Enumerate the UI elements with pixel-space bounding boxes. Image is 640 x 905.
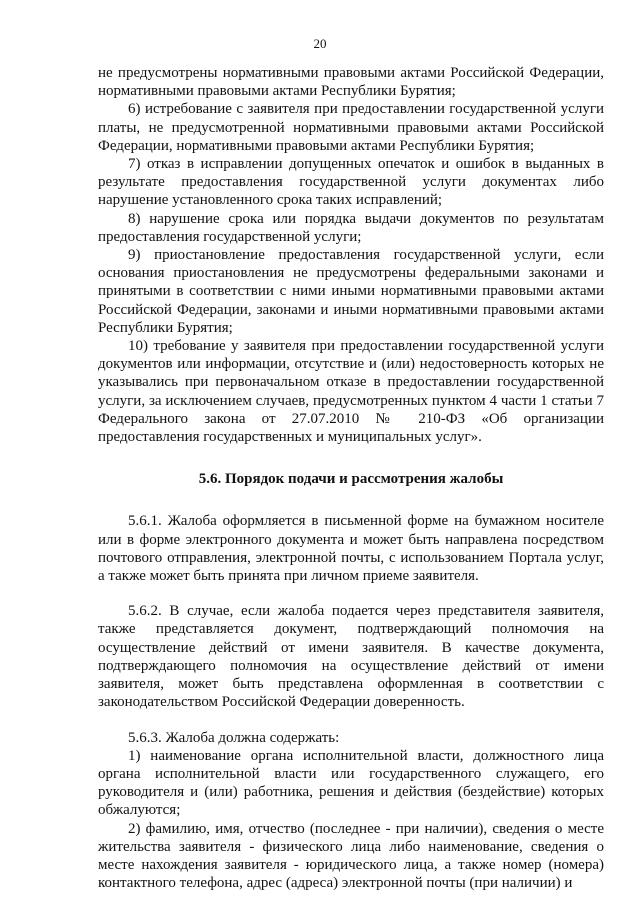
list-item-6: 6) истребование с заявителя при предоставлении государственной услуги платы, не предусмотренной нормативными правовыми актами Российской Федерации, нормативными правовыми актами Республики Бурятия; bbox=[98, 101, 604, 154]
paragraph-5-6-3-item-1: 1) наименование органа исполнительной власти, должностного лица органа исполнительной власти или государственного служащего, его руководителя и (или) работника, решения и действия (бездействие) которых обжалуются; bbox=[98, 747, 604, 819]
document-body bbox=[98, 64, 604, 892]
list-item-8: 8) нарушение срока или порядка выдачи документов по результатам предоставления государственной услуги; bbox=[98, 210, 604, 245]
paragraph-5-6-2: 5.6.2. В случае, если жалоба подается через представителя заявителя, также представляется документ, подтверждающий полномочия на осуществление действий от имени заявителя. В качестве документа, подтверждающего полномочия на осуществление действий от имени заявителя, может быть представлена оформленная в соответствии с законодательством Российской Федерации доверенность. bbox=[98, 603, 604, 711]
list-item-7: 7) отказ в исправлении допущенных опечаток и ошибок в выданных в результате предоставления государственной услуги документах либо нарушение установленного срока таких исправлений; bbox=[98, 156, 604, 209]
list-item-9: 9) приостановление предоставления государственной услуги, если основания приостановления не предусмотрены федеральными законами и принятыми в соответствии с ними иными нормативными правовыми актами Российской Федерации, законами и иными нормативными правовыми актами Республики Бурятия; bbox=[98, 247, 604, 336]
paragraph-5-6-1: 5.6.1. Жалоба оформляется в письменной форме на бумажном носителе или в форме электронного документа и может быть направлена посредством почтового отправления, электронной почты, с использованием Портала услуг, а также может быть принята при личном приеме заявителя. bbox=[98, 513, 604, 585]
paragraph-continuation: не предусмотрены нормативными правовыми актами Российской Федерации, нормативными правовыми актами Республики Бурятия; bbox=[98, 65, 604, 100]
page-number: 20 bbox=[313, 36, 327, 51]
section-heading: 5.6. Порядок подачи и рассмотрения жалобы bbox=[198, 471, 504, 488]
paragraph-5-6-3: 5.6.3. Жалоба должна содержать: bbox=[128, 729, 340, 746]
paragraph-5-6-3-item-2: 2) фамилию, имя, отчество (последнее - при наличии), сведения о месте жительства заявителя - физического лица либо наименование, сведения о месте нахождения заявителя - юридического лица, а также номер (номера) контактного телефона, адрес (адреса) электронной почты (при наличии) и bbox=[98, 820, 604, 892]
list-item-10: 10) требование у заявителя при предоставлении государственной услуги документов или информации, отсутствие и (или) недостоверность которых не указывались при первоначальном отказе в предоставлении государственной услуги, за исключением случаев, предусмотренных пунктом 4 части 1 статьи 7 Федерального закона от 27.07.2010 № 210-ФЗ «Об организации предоставления государственных и муниципальных услуг». bbox=[98, 338, 604, 446]
